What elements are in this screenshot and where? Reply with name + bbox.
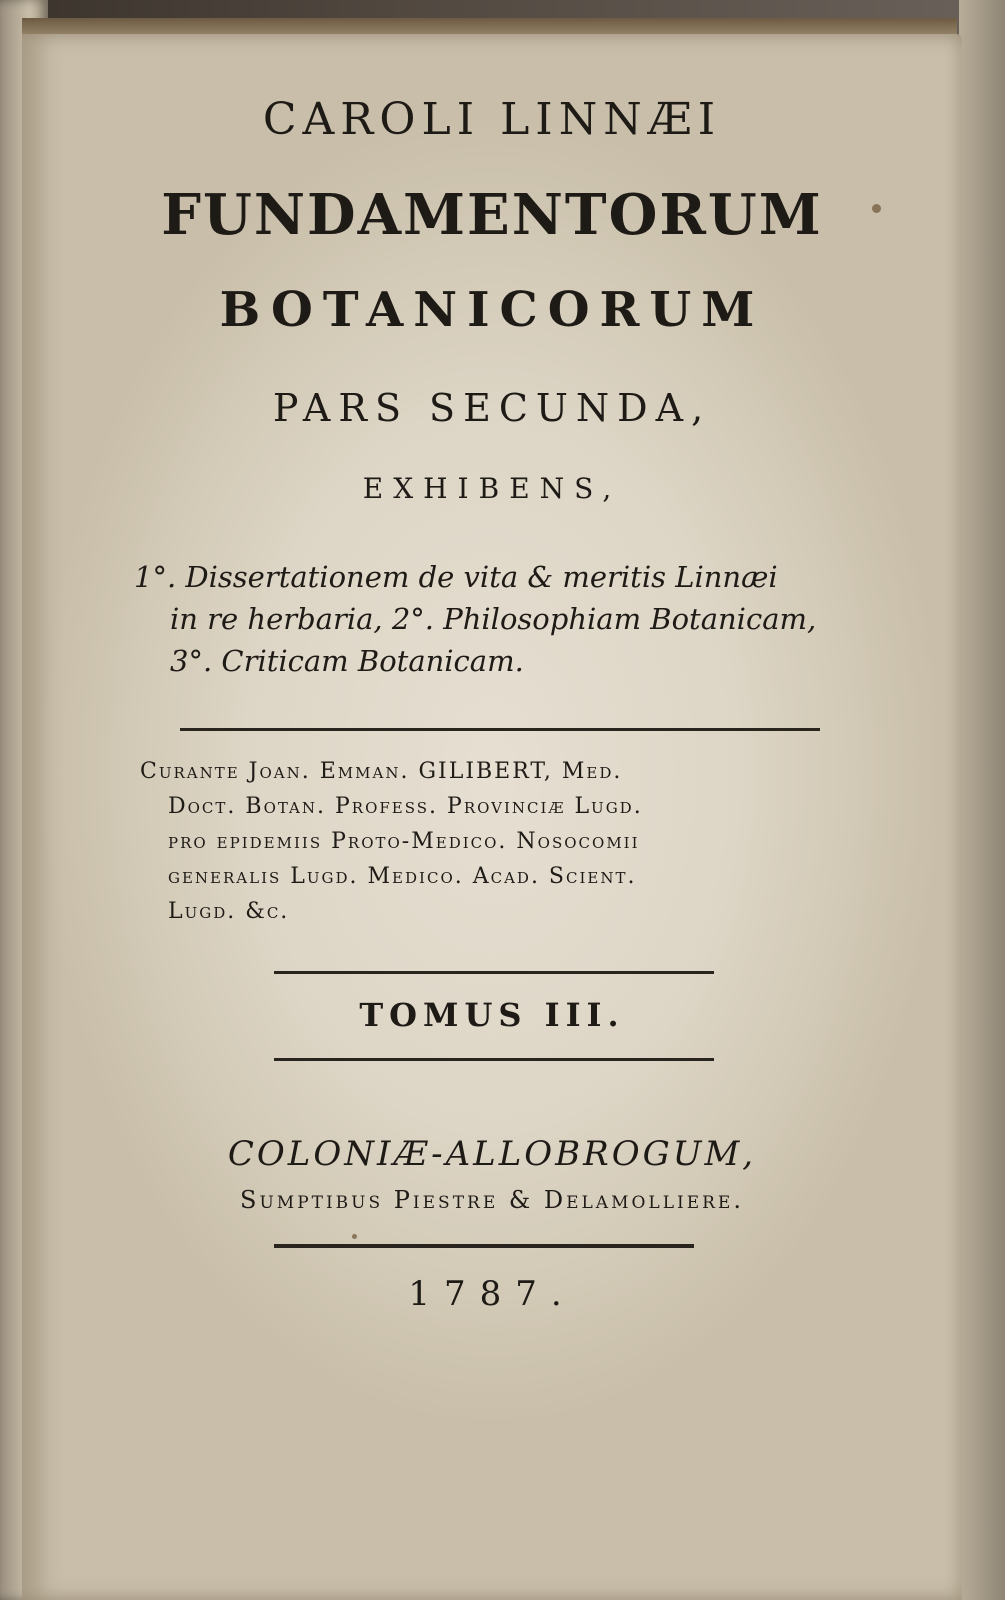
title-line-2: BOTANICORUM [219, 282, 765, 338]
editor-line: generalis Lugd. Medico. Acad. Scient. [168, 864, 637, 889]
imprint-printer: Sumptibus Piestre & Delamolliere. [240, 1186, 744, 1214]
editor-line: pro epidemiis Proto-Medico. Nosocomii [168, 829, 640, 854]
contents-line: in re herbaria, 2°. Philosophiam Botanicam, [170, 602, 817, 636]
editor-line: Curante Joan. Emman. GILIBERT, Med. [140, 759, 623, 784]
background-right [959, 0, 1005, 1600]
contents-line: 1°. Dissertationem de vita & meritis Linnæi [134, 560, 778, 594]
imprint-place: COLONIÆ-ALLOBROGUM, [227, 1134, 757, 1174]
imprint-year: 1787. [408, 1274, 576, 1314]
divider-rule [274, 1058, 714, 1061]
foxing-spot [352, 1234, 357, 1239]
divider-rule [274, 1244, 694, 1248]
divider-rule [180, 728, 820, 731]
contents-line: 3°. Criticam Botanicam. [170, 644, 524, 678]
author-name: CAROLI LINNÆI [262, 94, 722, 145]
title-line-1: FUNDAMENTORUM [161, 182, 823, 248]
contents-list [134, 556, 854, 682]
exhibens-label: EXHIBENS, [362, 472, 622, 505]
divider-rule [274, 971, 714, 974]
foxing-spot [872, 204, 881, 213]
title-page [22, 34, 962, 1600]
editor-line: Lugd. &c. [168, 899, 290, 924]
volume-label: TOMUS III. [359, 996, 625, 1034]
editor-block [140, 754, 860, 929]
part-label: PARS SECUNDA, [272, 386, 712, 430]
editor-line: Doct. Botan. Profess. Provinciæ Lugd. [168, 794, 643, 819]
